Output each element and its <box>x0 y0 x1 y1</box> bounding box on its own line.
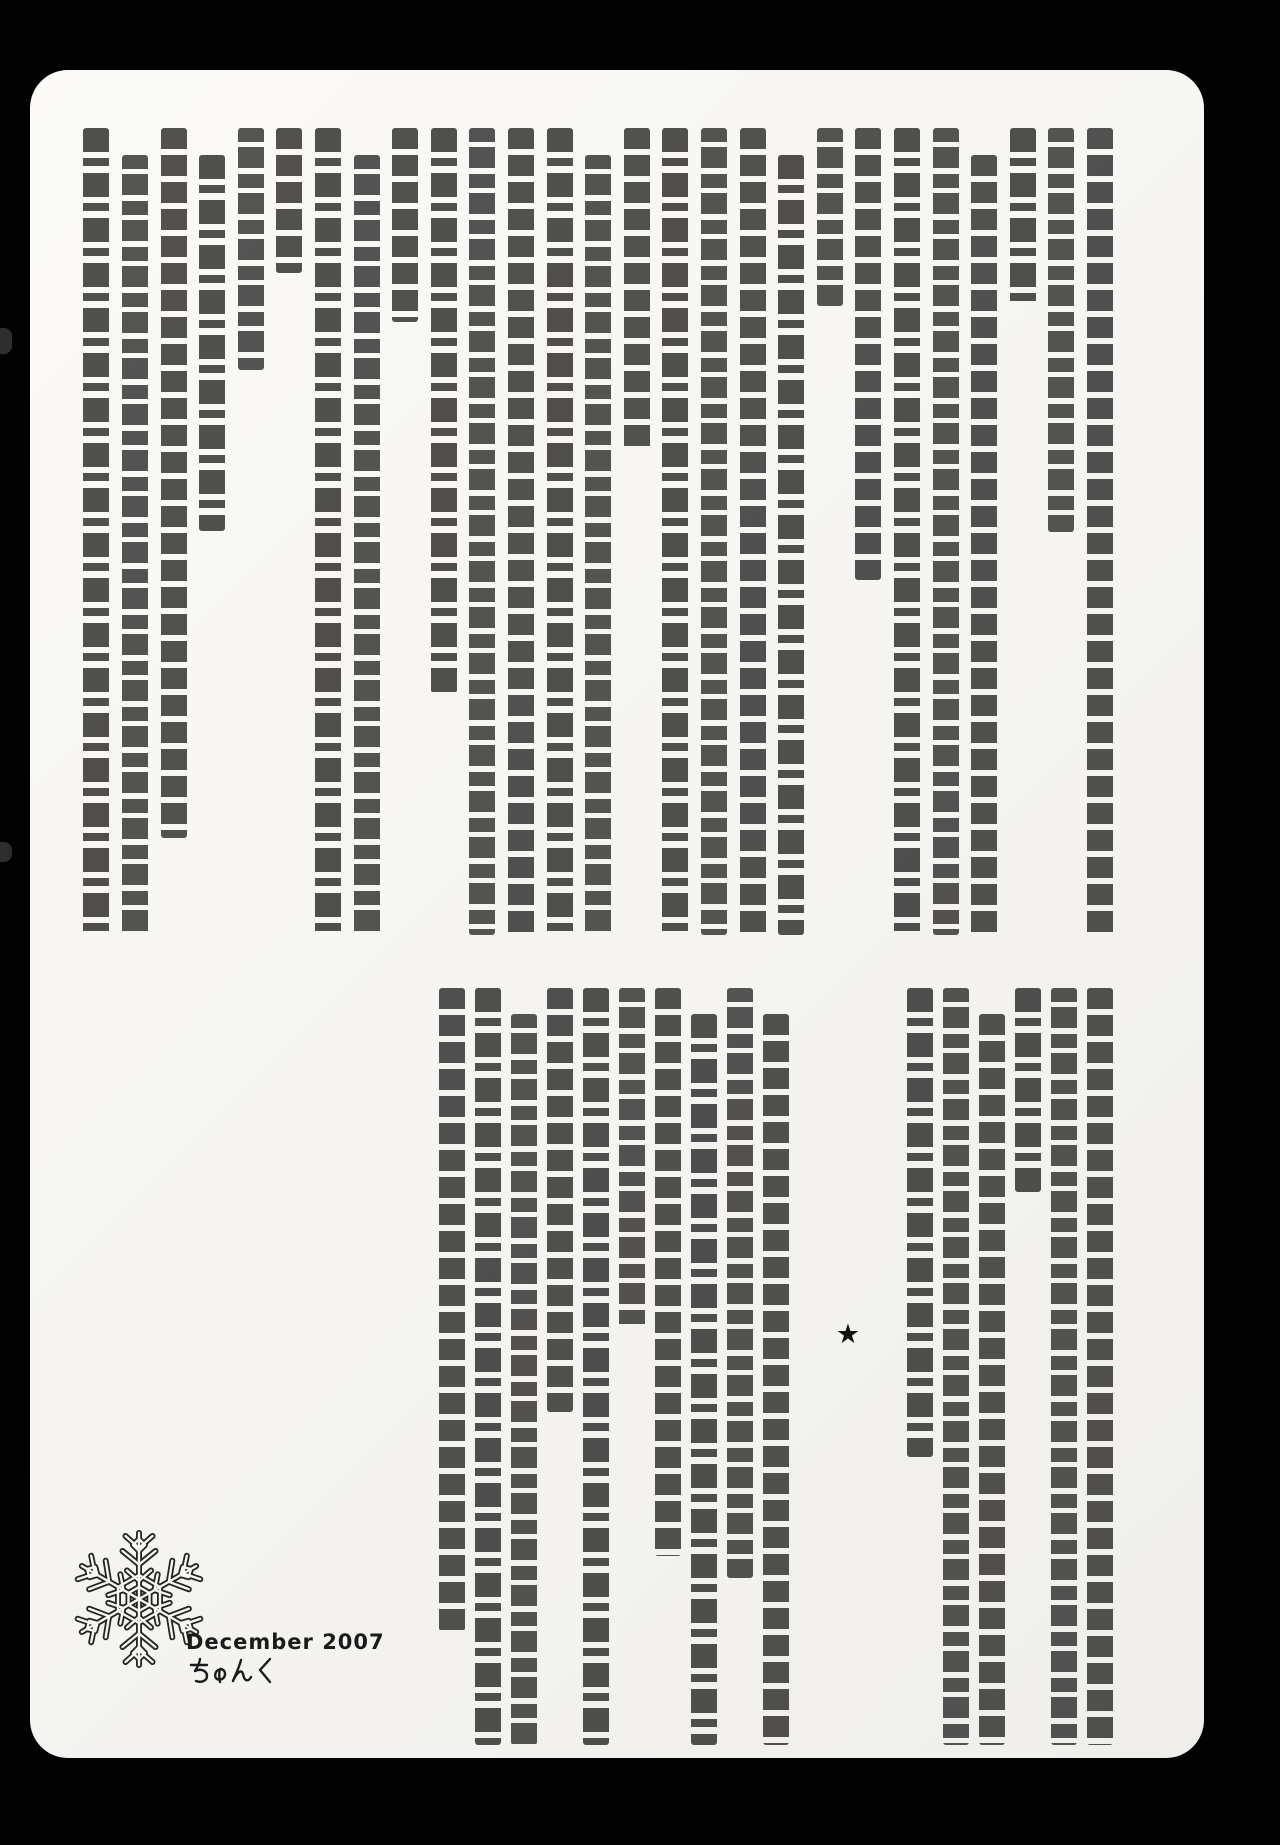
redacted-text-column <box>1015 988 1041 1192</box>
redacted-text-column <box>691 1014 717 1745</box>
redacted-text-column <box>475 988 501 1745</box>
redacted-text-column <box>817 128 843 306</box>
redacted-text-column <box>199 155 225 531</box>
redacted-text-column <box>979 1014 1005 1745</box>
redacted-text-column <box>971 155 997 935</box>
redacted-text-column <box>1051 988 1077 1745</box>
redacted-text-column <box>547 128 573 935</box>
redacted-text-column <box>547 988 573 1412</box>
redacted-text-column <box>238 128 264 370</box>
redacted-text-column <box>1010 128 1036 306</box>
redacted-text-column <box>315 128 341 935</box>
redacted-text-column <box>1087 128 1113 935</box>
redacted-text-column <box>585 155 611 935</box>
redacted-text-column <box>354 155 380 935</box>
redacted-text-column <box>1087 988 1113 1745</box>
credit-date: December 2007 <box>186 1630 385 1654</box>
credit-signature <box>188 1656 298 1686</box>
redacted-text-column <box>431 128 457 693</box>
redacted-text-column <box>763 1014 789 1745</box>
redacted-text-column <box>933 128 959 935</box>
redacted-text-column <box>624 128 650 451</box>
redacted-text-column <box>508 128 534 935</box>
redacted-text-column <box>662 128 688 935</box>
redacted-text-column <box>161 128 187 838</box>
redacted-text-column <box>583 988 609 1745</box>
redacted-text-column <box>511 1014 537 1745</box>
redacted-text-column <box>943 988 969 1745</box>
redacted-text-column <box>619 988 645 1329</box>
redacted-text-column <box>469 128 495 935</box>
redacted-text-column <box>894 128 920 935</box>
star-divider: ★ <box>835 1319 861 1351</box>
redacted-text-column <box>778 155 804 935</box>
redacted-text-column <box>1048 128 1074 532</box>
redacted-text-column <box>655 988 681 1556</box>
redacted-text-column <box>392 128 418 322</box>
redacted-text-column <box>740 128 766 935</box>
redacted-text-column <box>855 128 881 580</box>
redacted-text-column <box>122 155 148 935</box>
redacted-text-column <box>701 128 727 935</box>
redacted-text-column <box>727 988 753 1578</box>
redacted-text-column <box>276 128 302 273</box>
redacted-text-column <box>907 988 933 1457</box>
redacted-text-column <box>439 988 465 1631</box>
redacted-text-column <box>83 128 109 935</box>
